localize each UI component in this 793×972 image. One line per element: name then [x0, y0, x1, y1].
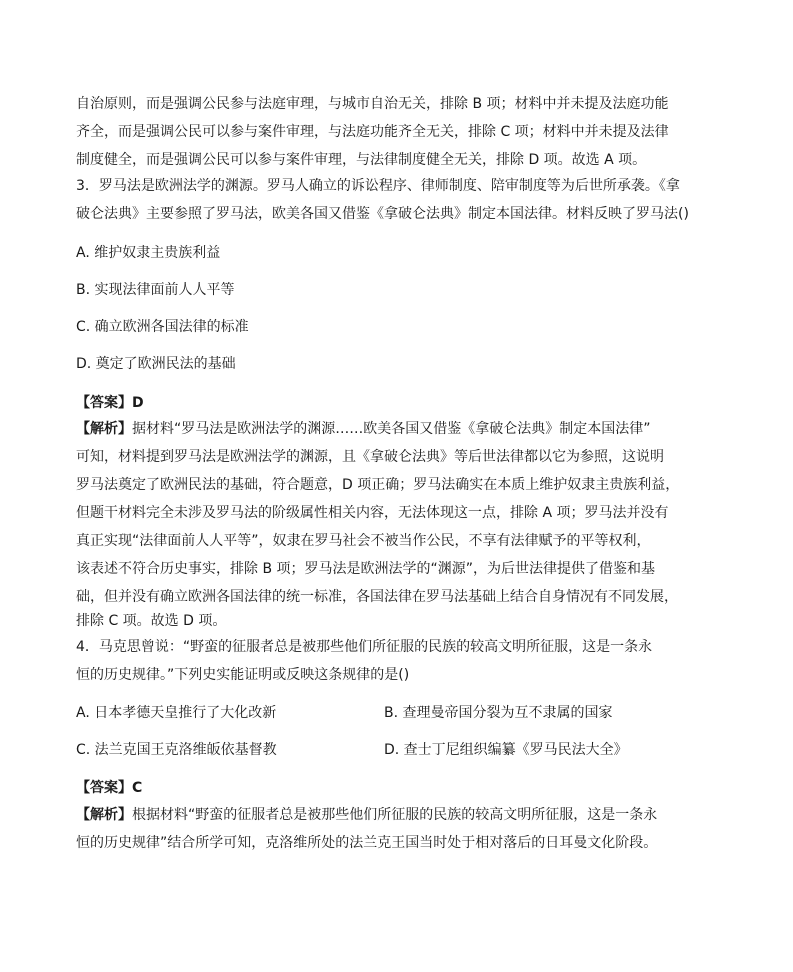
q3-analysis-line-7: 础，但并没有确立欧洲各国法律的统一标准，各国法律在罗马法基础上结合自身情况有不同发展，: [76, 589, 678, 605]
q4-analysis-line-2: 恒的历史规律”结合所学可知，克洛维所处的法兰克王国当时处于相对落后的日耳曼文化阶段。: [76, 835, 658, 851]
q4-option-a: A. 日本孝德天皇推行了大化改新: [76, 705, 277, 721]
q3-analysis-line-4: 但题干材料完全未涉及罗马法的阶级属性相关内容，无法体现这一点，排除 A 项；罗马法并没有: [76, 505, 669, 521]
q3-stem-line-1: 3．罗马法是欧洲法学的渊源。罗马人确立的诉讼程序、律师制度、陪审制度等为后世所承袭。《拿: [76, 178, 680, 194]
q4-stem-line-2: 恒的历史规律。”下列史实能证明或反映这条规律的是(): [76, 667, 410, 683]
q3-analysis-line-6: 该表述不符合历史事实，排除 B 项；罗马法是欧洲法学的“渊源”，为后世法律提供了借鉴和基: [76, 561, 656, 577]
q4-analysis-text-1: 根据材料“野蛮的征服者总是被那些他们所征服的民族的较高文明所征服，这是一条永: [132, 807, 658, 823]
q3-option-c: C. 确立欧洲各国法律的标准: [76, 319, 249, 335]
q4-option-d: D. 查士丁尼组织编纂《罗马民法大全》: [384, 742, 628, 758]
q3-analysis-label: 【解析】: [76, 421, 132, 437]
q3-option-b: B. 实现法律面前人人平等: [76, 282, 235, 298]
continuation-line-3: 制度健全，而是强调公民可以参与案件审理，与法律制度健全无关，排除 D 项。故选 A 项。: [76, 152, 647, 168]
q4-answer: 【答案】C: [76, 780, 143, 796]
q3-analysis-line-5: 真正实现“法律面前人人平等”，奴隶在罗马社会不被当作公民，不享有法律赋予的平等权利，: [76, 533, 651, 549]
q4-option-c: C. 法兰克国王克洛维皈依基督教: [76, 742, 277, 758]
q3-option-d: D. 奠定了欧洲民法的基础: [76, 356, 236, 372]
q3-analysis-line-8: 排除 C 项。故选 D 项。: [76, 613, 227, 629]
continuation-line-1: 自治原则，而是强调公民参与法庭审理，与城市自治无关，排除 B 项；材料中并未提及法庭功能: [76, 96, 669, 112]
continuation-line-2: 齐全，而是强调公民可以参与案件审理，与法庭功能齐全无关，排除 C 项；材料中并未提及法律: [76, 124, 669, 140]
q3-analysis-line-1: [76, 419, 651, 439]
q3-analysis-line-2: 可知，材料提到罗马法是欧洲法学的渊源，且《拿破仑法典》等后世法律都以它为参照，这说明: [76, 449, 664, 465]
q3-stem-line-2: 破仑法典》主要参照了罗马法，欧美各国又借鉴《拿破仑法典》制定本国法律。材料反映了罗马法(): [76, 206, 689, 222]
q3-analysis-line-3: 罗马法奠定了欧洲民法的基础，符合题意，D 项正确；罗马法确实在本质上维护奴隶主贵族利益，: [76, 477, 680, 493]
q3-option-a: A. 维护奴隶主贵族利益: [76, 245, 221, 261]
q4-analysis-line-1: [76, 805, 657, 825]
q4-option-b: B. 查理曼帝国分裂为互不隶属的国家: [384, 705, 613, 721]
q4-stem-line-1: 4．马克思曾说：“野蛮的征服者总是被那些他们所征服的民族的较高文明所征服，这是一条永: [76, 639, 653, 655]
q3-answer: 【答案】D: [76, 395, 144, 411]
q4-analysis-label: 【解析】: [76, 807, 132, 823]
q3-analysis-text-1: 据材料“罗马法是欧洲法学的渊源……欧美各国又借鉴《拿破仑法典》制定本国法律”: [132, 421, 651, 437]
